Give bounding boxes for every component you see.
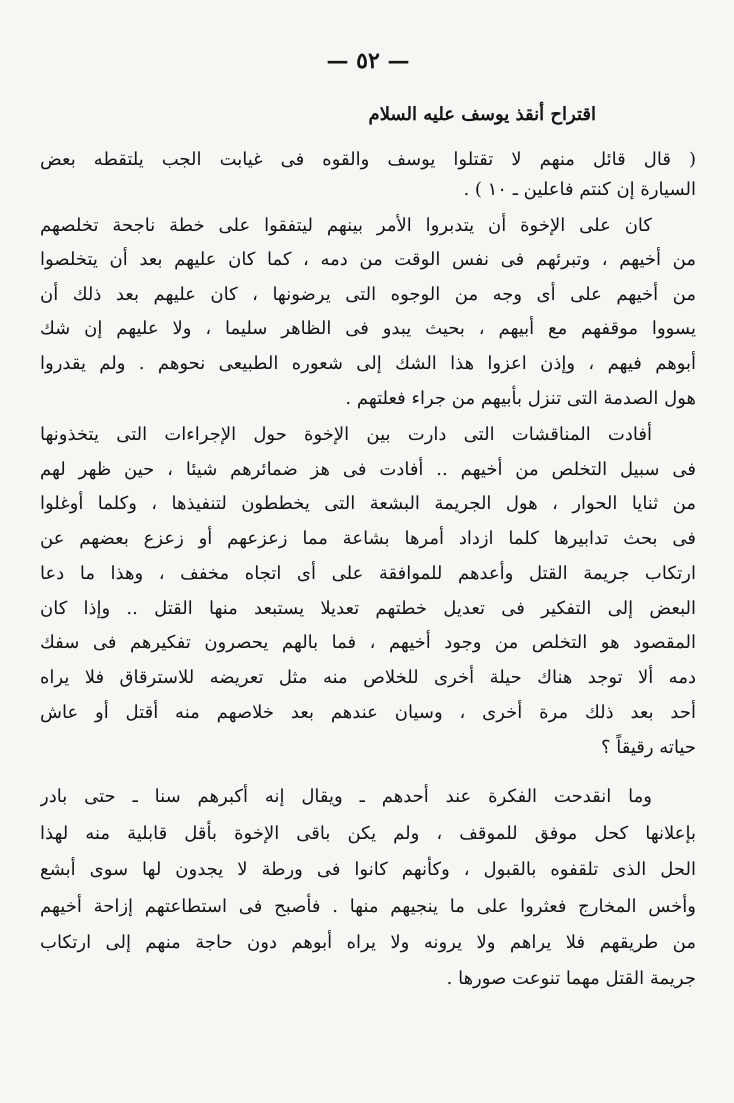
text-line: جريمة القتل مهما تنوعت صورها . [446, 968, 696, 989]
section-heading: اقتراح أنقذ يوسف عليه السلام [368, 104, 596, 125]
text-line: هول الصدمة التى تنزل بأبيهم من جراء فعلتهم . [345, 388, 696, 409]
text-line: وأخس المخارج فعثروا على ما ينجيهم منها . فأصبح فى استطاعتهم إزاحة أخيهم [40, 896, 696, 917]
text-line: ارتكاب جريمة القتل وأعدهم للموافقة على أى اتجاه مخفف ، وهذا ما دعا [40, 563, 696, 584]
text-line: البعض إلى التفكير فى تعديل خطتهم تعديلا يستبعد منها القتل .. وإذا كان [40, 598, 696, 619]
text-line: أبوهم فيهم ، وإذن اعزوا هذا الشك إلى شعوره الطبيعى نحوهم . ولم يقدروا [40, 353, 696, 374]
text-line: حياته رقيقاً ؟ [600, 737, 696, 758]
text-line: من ثنايا الحوار ، هول الجريمة البشعة التى يخططون لتنفيذها ، وكلما أوغلوا [40, 493, 696, 514]
text-line: من أخيهم ، وتبرئهم فى نفس الوقت من دمه ، كما كان عليهم بعد أن يتخلصوا [40, 249, 696, 270]
page-number: — ٥٢ — [326, 48, 410, 74]
text-line: فى سبيل التخلص من أخيهم .. أفادت فى هز ضمائرهم شيئا ، حين ظهر لهم [40, 459, 696, 480]
text-line: الحل الذى تلقفوه بالقبول ، وكأنهم كانوا فى ورطة لا يجدون لها سوى أبشع [40, 859, 696, 880]
text-line: من طريقهم فلا يراهم ولا يرونه ولا يراه أبوهم دون حاجة منهم إلى ارتكاب [40, 932, 696, 953]
text-line: من أخيهم على أى وجه من الوجوه التى يرضونها ، كان عليهم بعد ذلك أن [40, 284, 696, 305]
text-line: أحد بعد ذلك مرة أخرى ، وسيان عندهم بعد خلاصهم منه أقتل أو عاش [40, 702, 696, 723]
text-line: دمه ألا توجد هناك حيلة أخرى للخلاص منه مثل تعريضه للاسترقاق فلا يراه [40, 667, 696, 688]
text-line: كان على الإخوة أن يتدبروا الأمر بينهم ليتفقوا على خطة ناجحة تخلصهم [40, 215, 652, 236]
text-line: بإعلانها كحل موفق للموقف ، ولم يكن باقى الإخوة بأقل قابلية منه لهذا [40, 823, 696, 844]
text-line: المقصود هو التخلص من وجود أخيهم ، فما بالهم يحصرون تفكيرهم فى سفك [40, 632, 696, 653]
text-line: أفادت المناقشات التى دارت بين الإخوة حول الإجراءات التى يتخذونها [40, 424, 652, 445]
text-line: السيارة إن كنتم فاعلين ـ ١٠ ) . [463, 179, 696, 200]
text-line: ( قال قائل منهم لا تقتلوا يوسف والقوه فى غيابت الجب يلتقطه بعض [40, 149, 696, 170]
book-page [40, 0, 696, 1103]
text-line: يسووا موقفهم مع أبيهم ، بحيث يبدو فى الظاهر سليما ، ولا عليهم إن شك [40, 318, 696, 339]
text-line: وما انقدحت الفكرة عند أحدهم ـ ويقال إنه أكبرهم سنا ـ حتى بادر [40, 786, 652, 807]
text-line: فى بحث تدابيرها كلما ازداد أمرها بشاعة مما زعزعهم أو زعزع بعضهم عن [40, 528, 696, 549]
